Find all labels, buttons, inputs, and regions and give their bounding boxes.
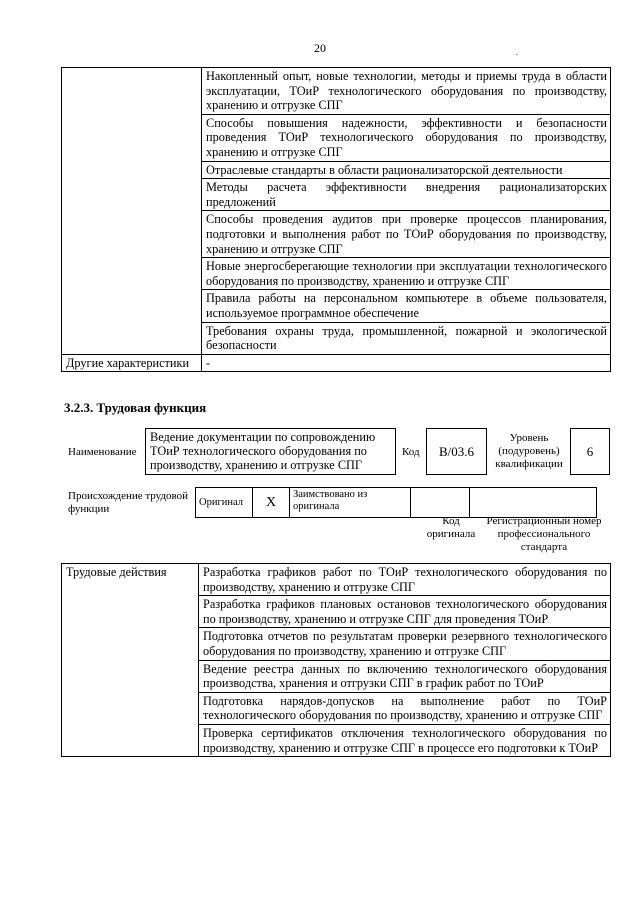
original-code-cell	[411, 488, 470, 518]
knowledge-item: Новые энергосберегающие технологии при эксплуатации технологического оборудования по производству, хранению и отгрузке СПГ	[202, 258, 611, 290]
other-characteristics-label: Другие характеристики	[62, 354, 202, 372]
origin-table	[195, 487, 597, 518]
borrowed-label: Заимствовано из оригинала	[290, 488, 411, 518]
reg-caption: Регистрационный номер профессионального стандарта	[486, 515, 602, 553]
action-item: Подготовка нарядов-допусков на выполнение работ по ТОиР технологического оборудования по производству, хранению и отгрузке СПГ	[199, 692, 611, 724]
knowledge-item: Требования охраны труда, промышленной, пожарной и экологической безопасности	[202, 322, 611, 354]
knowledge-table	[61, 67, 611, 372]
original-mark: X	[253, 488, 290, 518]
name-label: Наименование	[68, 446, 137, 458]
reg-number-cell	[470, 488, 597, 518]
table-row	[62, 564, 611, 596]
function-name: Ведение документации по сопровождению ТОиР технологического оборудования по производству, хранению и отгрузке СПГ	[145, 428, 396, 475]
action-item: Проверка сертификатов отключения технологического оборудования по производству, хранению и отгрузке СПГ в процессе его подготовки к ТОиР	[199, 724, 611, 756]
code-label: Код	[402, 446, 420, 458]
knowledge-item: Отраслевые стандарты в области рационализаторской деятельности	[202, 161, 611, 179]
action-item: Ведение реестра данных по включению технологического оборудования производства, хранения и отгрузки СПГ в график работ по ТОиР	[199, 660, 611, 692]
level-label: Уровень (подуровень) квалификации	[495, 432, 563, 470]
original-label: Оригинал	[196, 488, 253, 518]
scan-dot: .	[516, 48, 518, 57]
knowledge-item: Накопленный опыт, новые технологии, методы и приемы труда в области эксплуатации, ТОиР технологического оборудования по производству, хранению и отгрузке СПГ	[202, 68, 611, 115]
origin-label: Происхождение трудовой функции	[68, 490, 189, 515]
function-code: B/03.6	[426, 428, 487, 475]
section-title: 3.2.3. Трудовая функция	[64, 400, 207, 415]
page-number: 20	[314, 41, 326, 55]
table-row	[62, 68, 611, 115]
knowledge-item: Правила работы на персональном компьютере в объеме пользователя, используемое программное обеспечение	[202, 290, 611, 322]
actions-table	[61, 563, 611, 757]
actions-label: Трудовые действия	[62, 564, 199, 757]
level-value: 6	[570, 428, 610, 475]
action-item: Подготовка отчетов по результатам проверки резервного технологического оборудования по производству, хранению и отгрузке СПГ	[199, 628, 611, 660]
knowledge-item: Методы расчета эффективности внедрения рационализаторских предложений	[202, 179, 611, 211]
knowledge-item: Способы проведения аудитов при проверке процессов планирования, подготовки и выполнения работ по ТОиР оборудования по производству, хранению и отгрузке СПГ	[202, 211, 611, 258]
action-item: Разработка графиков плановых остановов технологического оборудования по производству, хранению и отгрузке СПГ для проведения ТОиР	[199, 596, 611, 628]
other-characteristics-value: -	[202, 354, 611, 372]
knowledge-item: Способы повышения надежности, эффективности и безопасности проведения ТОиР технологического оборудования по производству, хранению и отгрузке СПГ	[202, 114, 611, 161]
table-row	[62, 354, 611, 372]
code-caption: Код оригинала	[426, 515, 476, 540]
action-item: Разработка графиков работ по ТОиР технологического оборудования по производству, хранению и отгрузке СПГ	[199, 564, 611, 596]
row-label-empty	[62, 68, 202, 355]
